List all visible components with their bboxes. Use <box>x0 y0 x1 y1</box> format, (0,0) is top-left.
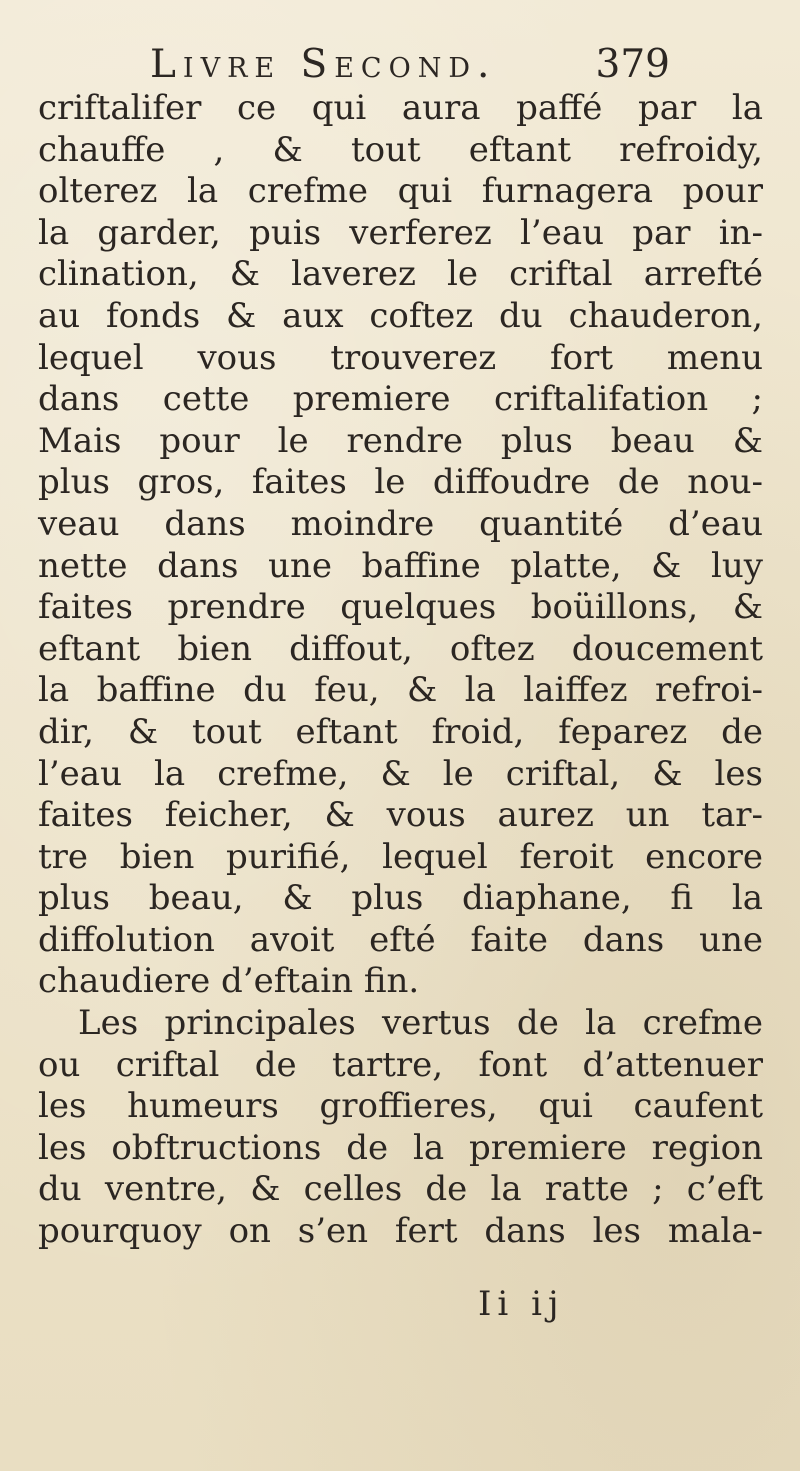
text-line: lequel vous trouverez fort menu <box>38 337 763 378</box>
text-line: du ventre, & celles de la ratte ; c’eft <box>38 1169 763 1210</box>
text-line: la baffine du feu, & la laiffez refroi- <box>38 670 763 711</box>
signature-mark: Ii ij <box>478 1284 565 1324</box>
text-line: veau dans moindre quantité d’eau <box>38 503 763 544</box>
text-line: les obftructions de la premiere region <box>38 1127 763 1168</box>
text-line: dans cette premiere criftalifation ; <box>38 379 763 420</box>
page-number: 379 <box>595 42 670 87</box>
text-line: olterez la crefme qui furnagera pour <box>38 171 763 212</box>
paragraph-end-line: chaudiere d’eftain fin. <box>38 961 420 1002</box>
text-line: au fonds & aux coftez du chauderon, <box>38 295 763 336</box>
text-line: faites feicher, & vous aurez un tar- <box>38 795 763 836</box>
text-line: l’eau la crefme, & le criftal, & les <box>38 753 763 794</box>
text-line: plus gros, faites le diffoudre de nou- <box>38 462 763 503</box>
body-text <box>38 88 763 1253</box>
text-line: nette dans une baffine platte, & luy <box>38 545 763 586</box>
text-line: clination, & laverez le criftal arrefté <box>38 254 763 295</box>
text-line: tre bien purifié, lequel feroit encore <box>38 836 763 877</box>
running-head-title: Livre Second. <box>150 42 497 87</box>
paragraph-start-line: Les principales vertus de la crefme <box>78 1003 763 1044</box>
text-line: diffolution avoit efté faite dans une <box>38 919 763 960</box>
text-line: faites prendre quelques boüillons, & <box>38 587 763 628</box>
text-line: Mais pour le rendre plus beau & <box>38 420 763 461</box>
text-line: criftalifer ce qui aura paffé par la <box>38 88 763 128</box>
text-line: la garder, puis verferez l’eau par in- <box>38 212 763 253</box>
running-head <box>150 42 670 92</box>
text-line: dir, & tout eftant froid, feparez de <box>38 711 763 752</box>
text-line: chauffe , & tout eftant refroidy, <box>38 129 763 170</box>
text-line: les humeurs groffieres, qui caufent <box>38 1086 763 1127</box>
text-line: pourquoy on s’en fert dans les mala- <box>38 1211 763 1252</box>
text-line: eftant bien diffout, oftez doucement <box>38 628 763 669</box>
text-line: ou criftal de tartre, font d’attenuer <box>38 1044 763 1085</box>
text-line: plus beau, & plus diaphane, fi la <box>38 878 763 919</box>
